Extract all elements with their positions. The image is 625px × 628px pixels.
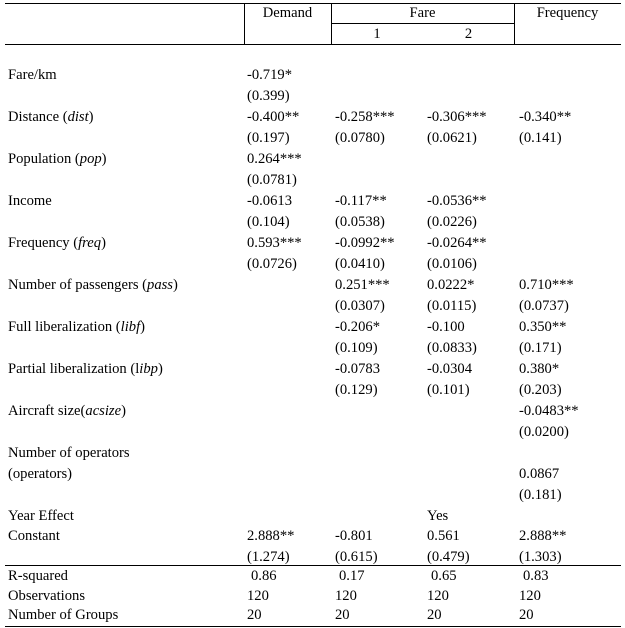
se-cell: (0.0781) <box>247 172 297 188</box>
se-cell: (0.171) <box>519 340 562 356</box>
stat-cell: 120 <box>519 588 541 604</box>
row-label-number-of-groups: Number of Groups <box>8 607 119 623</box>
row-label-frequency: Frequency (freq) <box>8 235 106 251</box>
coef-cell: -0.117** <box>335 193 387 209</box>
coef-cell: 2.888** <box>247 528 295 544</box>
se-cell: (0.0833) <box>427 340 477 356</box>
row-label-partial-liberalization: Partial liberalization (libp) <box>8 361 163 377</box>
coef-cell: 0.593*** <box>247 235 302 251</box>
se-cell: (0.203) <box>519 382 562 398</box>
coef-cell: -0.801 <box>335 528 373 544</box>
coef-cell: -0.719* <box>247 67 292 83</box>
se-cell: (0.399) <box>247 88 290 104</box>
row-label-fare-km: Fare/km <box>8 67 57 83</box>
stat-cell: 0.83 <box>523 568 549 584</box>
coef-cell: 0.710*** <box>519 277 574 293</box>
row-label-population: Population (pop) <box>8 151 107 167</box>
se-cell: (0.129) <box>335 382 378 398</box>
se-cell: (0.0106) <box>427 256 477 272</box>
row-label-r-squared: R-squared <box>8 568 68 584</box>
se-cell: (0.0737) <box>519 298 569 314</box>
top-rule <box>5 3 621 4</box>
stat-cell: 120 <box>335 588 357 604</box>
se-cell: (0.197) <box>247 130 290 146</box>
row-label-aircraft-size: Aircraft size(acsize) <box>8 403 126 419</box>
stat-cell: 120 <box>427 588 449 604</box>
se-cell: (0.141) <box>519 130 562 146</box>
se-cell: (1.274) <box>247 549 290 565</box>
header-fare: Fare <box>409 5 436 21</box>
se-cell: (0.0307) <box>335 298 385 314</box>
coef-cell: -0.0483** <box>519 403 579 419</box>
row-label-distance: Distance (dist) <box>8 109 94 125</box>
coef-cell: 2.888** <box>519 528 567 544</box>
se-cell: (0.0538) <box>335 214 385 230</box>
se-cell: (0.101) <box>427 382 470 398</box>
coef-cell: -0.0304 <box>427 361 472 377</box>
se-cell: (0.0621) <box>427 130 477 146</box>
coef-cell: -0.206* <box>335 319 380 335</box>
se-cell: (0.479) <box>427 549 470 565</box>
fare-subheader-rule <box>331 23 514 24</box>
coef-cell: -0.306*** <box>427 109 487 125</box>
stat-cell: 20 <box>427 607 442 623</box>
se-cell: (0.181) <box>519 487 562 503</box>
row-label-operators: Number of operators <box>8 445 130 461</box>
header-frequency: Frequency <box>536 5 599 21</box>
coef-cell: 0.0222* <box>427 277 475 293</box>
bottom-rule <box>5 626 621 627</box>
row-label-income: Income <box>8 193 52 209</box>
coef-cell: -0.0992** <box>335 235 395 251</box>
stat-cell: 120 <box>247 588 269 604</box>
stat-cell: 0.65 <box>431 568 457 584</box>
coef-cell: 0.380* <box>519 361 560 377</box>
coef-cell: 0.350** <box>519 319 567 335</box>
se-cell: (0.0226) <box>427 214 477 230</box>
stat-cell: 20 <box>519 607 534 623</box>
row-label-full-liberalization: Full liberalization (libf) <box>8 319 146 335</box>
stat-cell: 0.86 <box>251 568 277 584</box>
se-cell: (0.104) <box>247 214 290 230</box>
coef-cell: -0.340** <box>519 109 572 125</box>
se-cell: (0.615) <box>335 549 378 565</box>
se-cell: (0.0726) <box>247 256 297 272</box>
year-effect-value: Yes <box>427 508 449 524</box>
coef-cell: 0.0867 <box>519 466 560 482</box>
header-fare-model-2: 2 <box>464 26 473 42</box>
row-label-year-effect: Year Effect <box>8 508 74 524</box>
coef-cell: -0.0536** <box>427 193 487 209</box>
se-cell: (0.109) <box>335 340 378 356</box>
coef-cell: -0.400** <box>247 109 300 125</box>
header-fare-model-1: 1 <box>373 26 381 42</box>
se-cell: (1.303) <box>519 549 562 565</box>
coef-cell: -0.0783 <box>335 361 380 377</box>
coef-cell: -0.258*** <box>335 109 395 125</box>
stat-cell: 0.17 <box>339 568 365 584</box>
stat-cell: 20 <box>335 607 350 623</box>
se-cell: (0.0115) <box>427 298 477 314</box>
coef-cell: 0.251*** <box>335 277 390 293</box>
stat-cell: 20 <box>247 607 262 623</box>
row-label-operators-cont: (operators) <box>8 466 73 482</box>
coef-cell: -0.100 <box>427 319 465 335</box>
coef-cell: -0.0264** <box>427 235 487 251</box>
row-label-passengers: Number of passengers (pass) <box>8 277 178 293</box>
header-rule <box>5 44 621 45</box>
se-cell: (0.0410) <box>335 256 385 272</box>
row-label-constant: Constant <box>8 528 60 544</box>
header-demand: Demand <box>262 5 313 21</box>
row-label-observations: Observations <box>8 588 86 604</box>
coef-cell: 0.264*** <box>247 151 302 167</box>
coef-cell: -0.0613 <box>247 193 292 209</box>
se-cell: (0.0200) <box>519 424 569 440</box>
se-cell: (0.0780) <box>335 130 385 146</box>
coef-cell: 0.561 <box>427 528 460 544</box>
